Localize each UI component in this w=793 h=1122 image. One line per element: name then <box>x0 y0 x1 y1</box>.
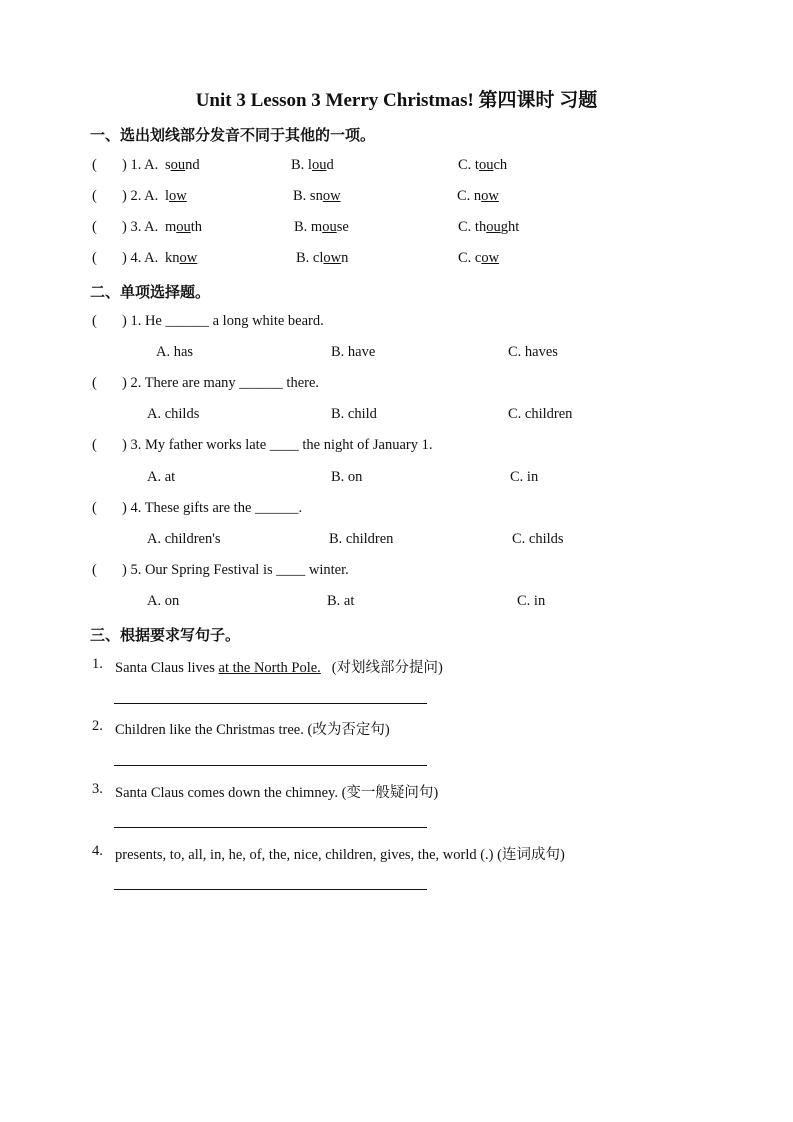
answer-paren[interactable]: ( <box>92 219 97 235</box>
option-a: A. childs <box>147 406 200 422</box>
option-b: B. at <box>327 593 355 609</box>
option-c: C. in <box>510 469 539 485</box>
option-a: A. on <box>147 593 180 609</box>
option-a: A. children's <box>147 531 221 547</box>
option-a: A. at <box>147 469 176 485</box>
question-text: ) 1. He ______ a long white beard. <box>122 313 324 329</box>
page-title: Unit 3 Lesson 3 Merry Christmas! 第四课时 习题 <box>195 90 598 111</box>
option-c: C. childs <box>512 531 564 547</box>
answer-line[interactable] <box>114 765 427 766</box>
answer-paren[interactable]: ( <box>92 437 97 453</box>
section-1-heading: 一、选出划线部分发音不同于其他的一项。 <box>90 126 376 144</box>
question-text: ) 3. My father works late ____ the night of January 1. <box>122 437 433 453</box>
answer-line[interactable] <box>114 889 427 890</box>
answer-paren[interactable]: ( <box>92 250 97 266</box>
answer-paren[interactable]: ( <box>92 157 97 173</box>
answer-paren[interactable]: ( <box>92 375 97 391</box>
option-b: B. children <box>329 531 394 547</box>
option-c: C. haves <box>508 344 558 360</box>
option-b: B. child <box>331 406 377 422</box>
answer-paren[interactable]: ( <box>92 313 97 329</box>
answer-line[interactable] <box>114 827 427 828</box>
question-text: ) 2. There are many ______ there. <box>122 375 320 391</box>
question-text: ) 5. Our Spring Festival is ____ winter. <box>122 562 349 578</box>
answer-paren[interactable]: ( <box>92 188 97 204</box>
answer-paren[interactable]: ( <box>92 500 97 516</box>
section-2-heading: 二、单项选择题。 <box>90 283 211 301</box>
option-b: B. have <box>331 344 376 360</box>
option-a: A. has <box>156 344 194 360</box>
answer-paren[interactable]: ( <box>92 562 97 578</box>
option-b: B. on <box>331 469 363 485</box>
question-text: ) 4. These gifts are the ______. <box>122 500 303 516</box>
answer-line[interactable] <box>114 703 427 704</box>
option-c: C. children <box>508 406 573 422</box>
option-c: C. in <box>517 593 546 609</box>
section-3-heading: 三、根据要求写句子。 <box>90 626 241 644</box>
